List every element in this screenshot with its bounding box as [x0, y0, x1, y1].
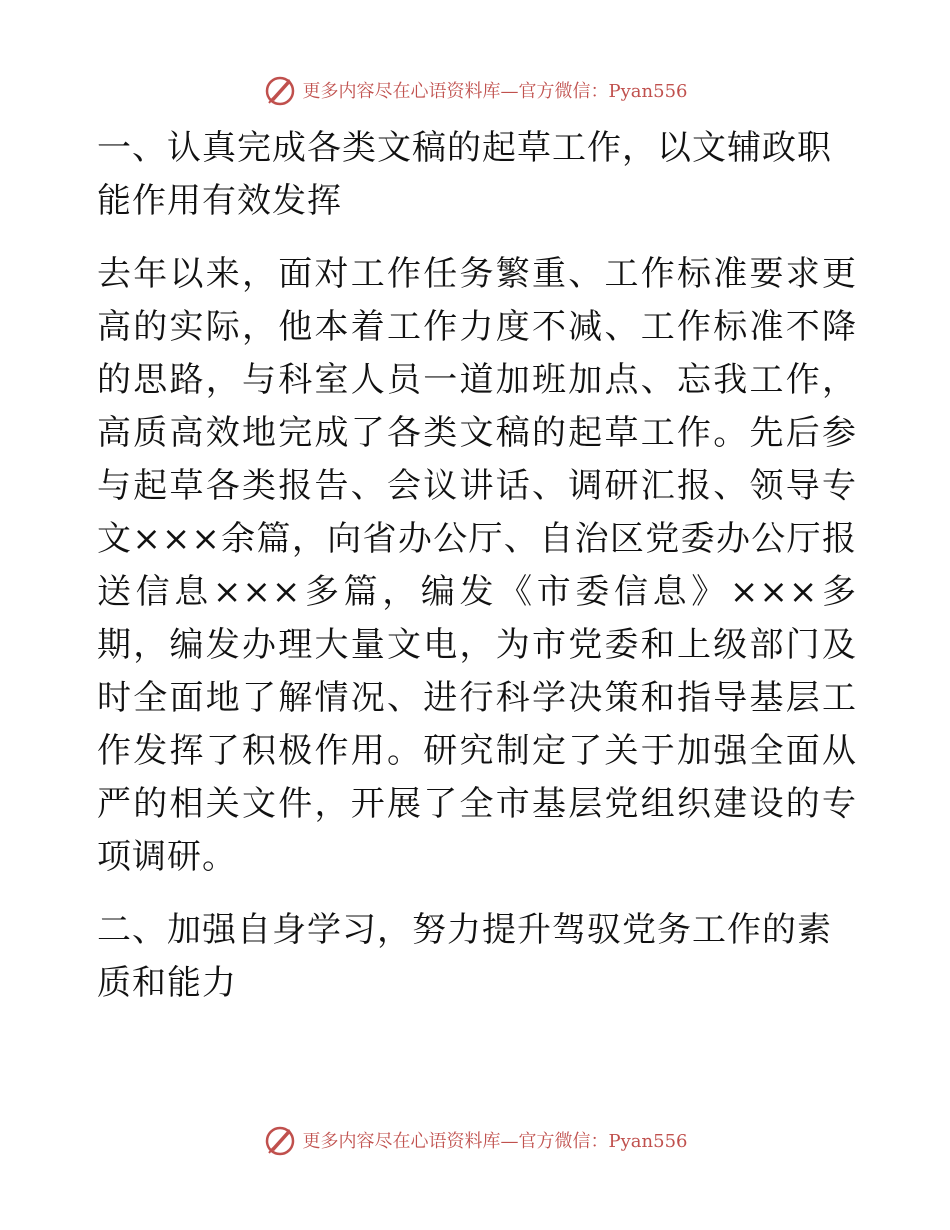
- body-paragraph-1: 去年以来，面对工作任务繁重、工作标准要求更高的实际，他本着工作力度不减、工作标准不降的思路，与科室人员一道加班加点、忘我工作，高质高效地完成了各类文稿的起草工作。先后参与起草各类报告、会议讲话、调研汇报、领导专文×××余篇，向省办公厅、自治区党委办公厅报送信息×××多篇，编发《市委信息》×××多期，编发办理大量文电，为市党委和上级部门及时全面地了解情况、进行科学决策和指导基层工作发挥了积极作用。研究制定了关于加强全面从严的相关文件，开展了全市基层党组织建设的专项调研。: [97, 254, 857, 877]
- section-heading-1: 一、认真完成各类文稿的起草工作，以文辅政职能作用有效发挥: [97, 128, 832, 221]
- quill-pen-logo-icon: [263, 1123, 297, 1157]
- watermark-text: 更多内容尽在心语资料库—官方微信：Pyan556: [302, 81, 688, 102]
- footer-watermark: [0, 1120, 950, 1160]
- document-body: [97, 122, 857, 1010]
- section-heading-2: 二、加强自身学习，努力提升驾驭党务工作的素质和能力: [97, 910, 832, 1003]
- header-watermark: [0, 70, 950, 110]
- watermark-text: 更多内容尽在心语资料库—官方微信：Pyan556: [302, 1131, 688, 1152]
- quill-pen-logo-icon: [263, 73, 297, 107]
